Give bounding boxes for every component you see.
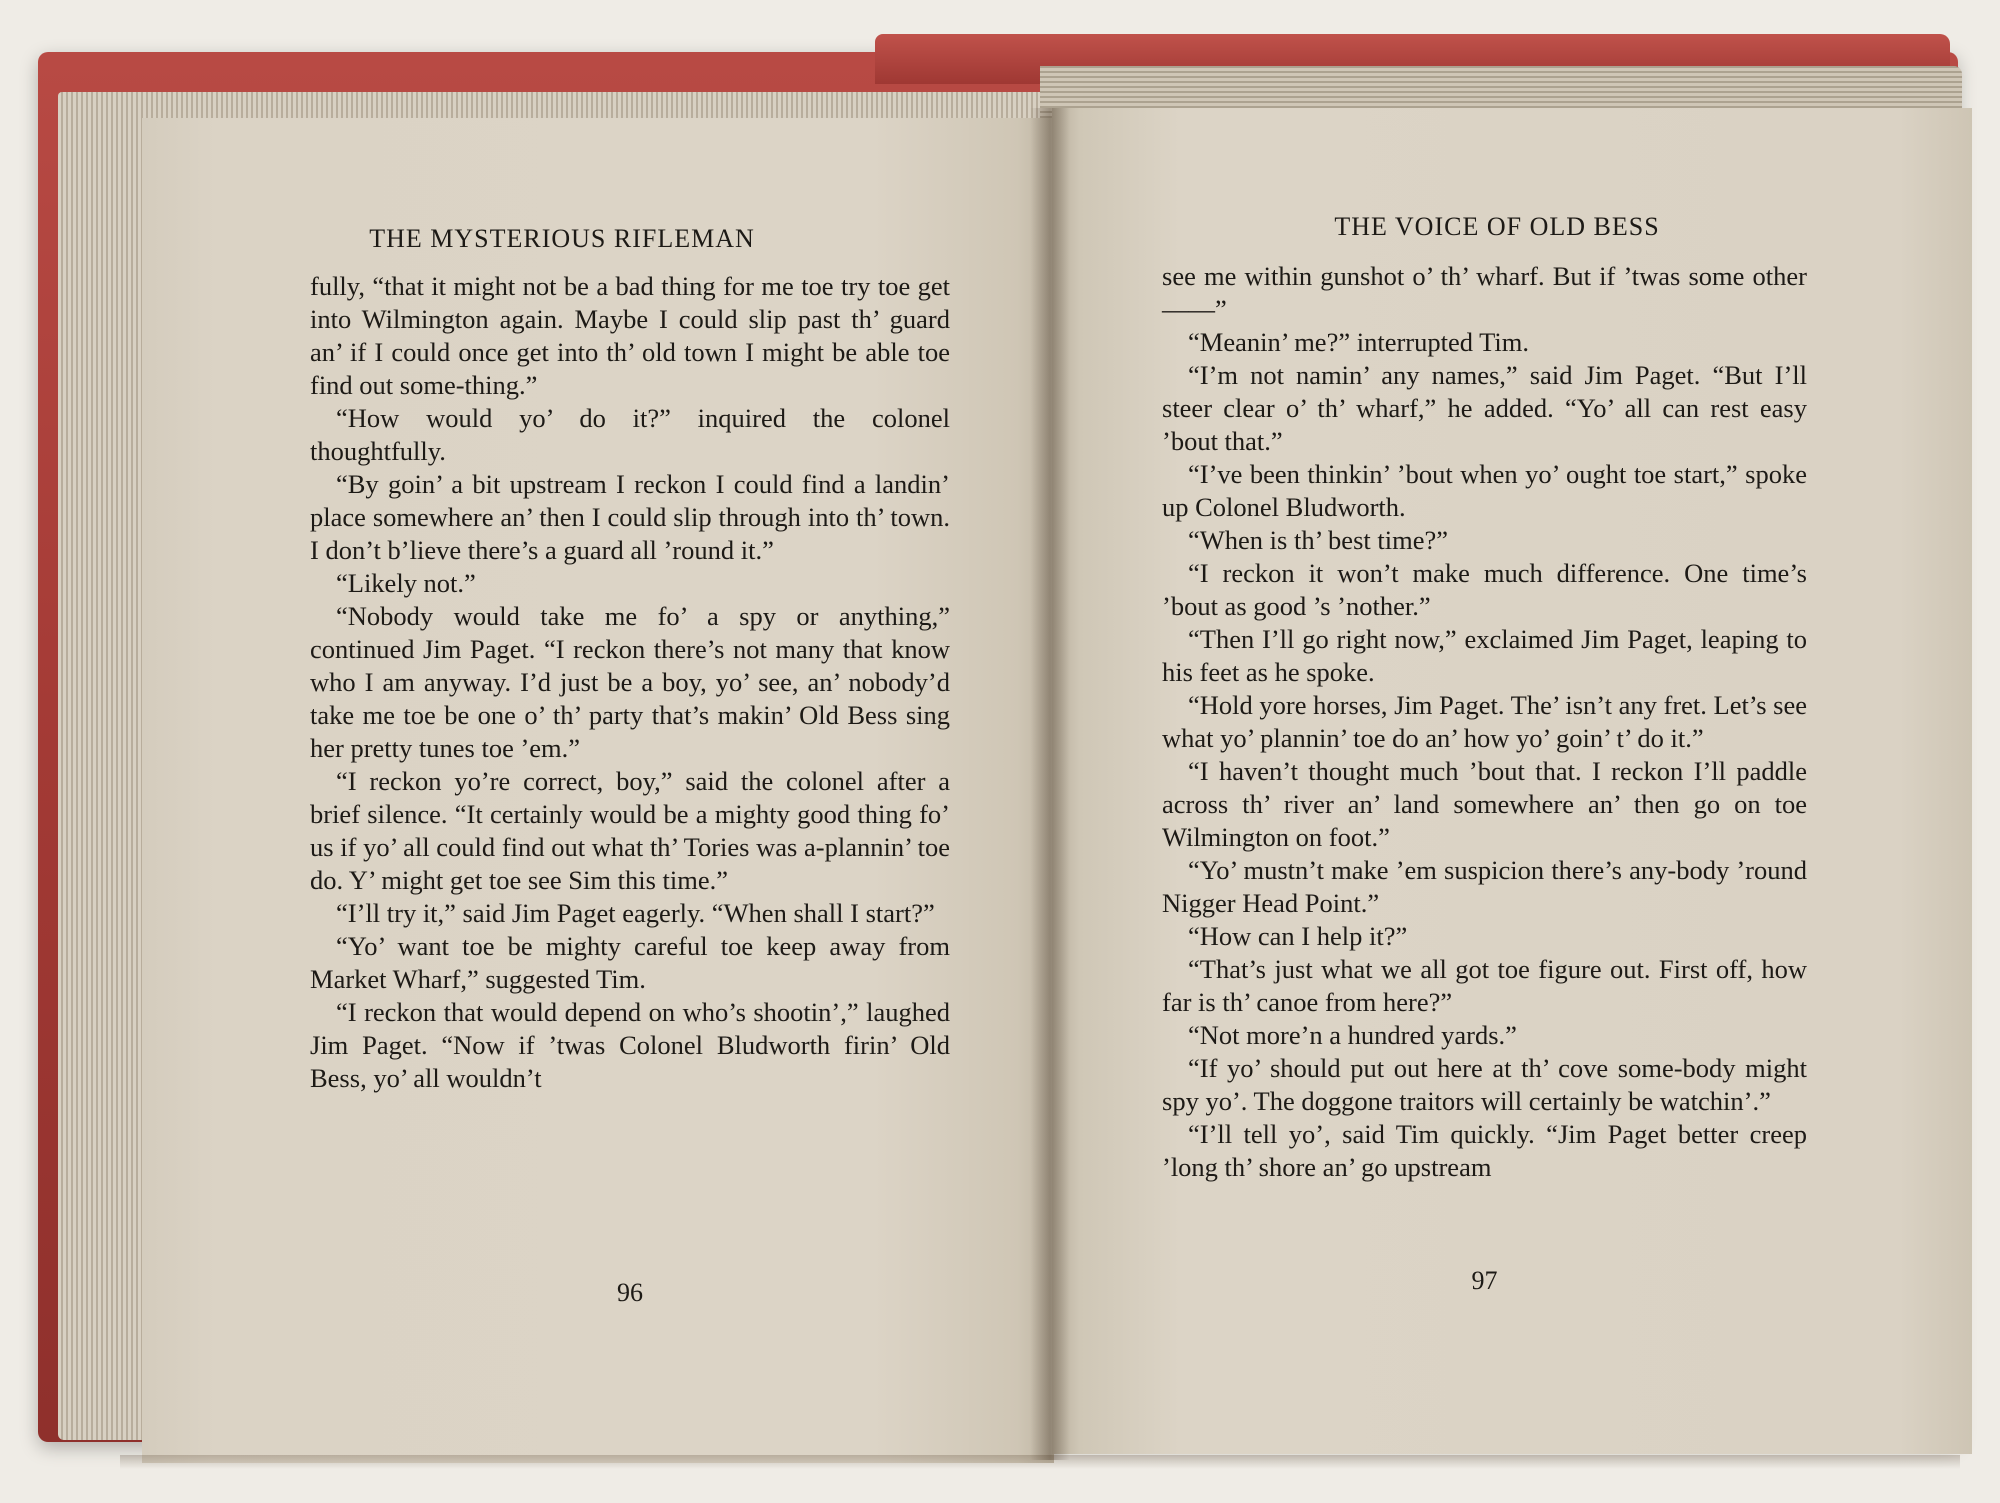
paragraph: “Likely not.” [336,568,476,598]
left-page-number: 96 [617,1278,643,1307]
paragraph: “Nobody would take me fo’ a spy or anything,” continued Jim Paget. “I reckon there’s not many that know who I am anyway. I’d just be a boy, yo’ see, an’ nobody’d take me toe be one o’ th’ party that’s makin’ Old Bess sing her pretty tunes toe ’em.” [310,601,950,763]
paragraph: “By goin’ a bit upstream I reckon I could find a landin’ place somewhere an’ then I could slip through into th’ town. I don’t b’lieve there’s a guard all ’round it.” [310,469,950,565]
paragraph: “I reckon it won’t make much difference. One time’s ’bout as good ’s ’nother.” [1162,558,1807,621]
right-page-number: 97 [1471,1266,1498,1295]
left-running-head: THE MYSTERIOUS RIFLEMAN [369,224,755,253]
book-gutter [1030,108,1070,1460]
page-bottom-shadow [120,1455,1960,1469]
paragraph: “I reckon that would depend on who’s shootin’,” laughed Jim Paget. “Now if ’twas Colonel Bludworth firin’ Old Bess, yo’ all wouldn’t [310,997,950,1093]
paragraph: “I’ll try it,” said Jim Paget eagerly. “When shall I start?” [336,898,935,928]
paragraph: “Meanin’ me?” interrupted Tim. [1188,327,1529,357]
paragraph: “That’s just what we all got toe figure out. First off, how far is th’ canoe from here?” [1162,954,1807,1017]
paragraph: “How would yo’ do it?” inquired the colonel thoughtfully. [310,403,950,466]
paragraph: see me within gunshot o’ th’ wharf. But if ’twas some other——” [1162,261,1807,324]
right-page-text [1162,260,1807,1184]
paragraph: “I’ve been thinkin’ ’bout when yo’ ought toe start,” spoke up Colonel Bludworth. [1162,459,1807,522]
left-page-text [310,270,950,1095]
paragraph: “Yo’ mustn’t make ’em suspicion there’s any-body ’round Nigger Head Point.” [1162,855,1807,918]
paragraph: fully, “that it might not be a bad thing for me toe try toe get into Wilmington again. Maybe I could slip past th’ guard an’ if I could once get into th’ old town I might be able toe find out some-thing.” [310,271,950,400]
paragraph: “How can I help it?” [1188,921,1408,951]
paragraph: “I reckon yo’re correct, boy,” said the colonel after a brief silence. “It certainly would be a mighty good thing fo’ us if yo’ all could find out what th’ Tories was a-plannin’ toe do. Y’ might get toe see Sim this time.” [310,766,950,895]
left-page [142,118,1054,1463]
paragraph: “If yo’ should put out here at th’ cove some-body might spy yo’. The doggone traitors will certainly be watchin’.” [1162,1053,1807,1116]
paragraph: “Then I’ll go right now,” exclaimed Jim Paget, leaping to his feet as he spoke. [1162,624,1807,687]
paragraph: “Not more’n a hundred yards.” [1188,1020,1517,1050]
paragraph: “I’ll tell yo’, said Tim quickly. “Jim Paget better creep ’long th’ shore an’ go upstream [1162,1119,1807,1182]
right-running-head: THE VOICE OF OLD BESS [1334,212,1660,241]
right-page [1052,108,1972,1454]
paragraph: “I’m not namin’ any names,” said Jim Paget. “But I’ll steer clear o’ th’ wharf,” he added. “Yo’ all can rest easy ’bout that.” [1162,360,1807,456]
paragraph: “When is th’ best time?” [1188,525,1448,555]
paragraph: “Hold yore horses, Jim Paget. The’ isn’t any fret. Let’s see what yo’ plannin’ toe do an’ how yo’ goin’ t’ do it.” [1162,690,1807,753]
paragraph: “Yo’ want toe be mighty careful toe keep away from Market Wharf,” suggested Tim. [310,931,950,994]
paragraph: “I haven’t thought much ’bout that. I reckon I’ll paddle across th’ river an’ land somewhere an’ then go on toe Wilmington on foot.” [1162,756,1807,852]
